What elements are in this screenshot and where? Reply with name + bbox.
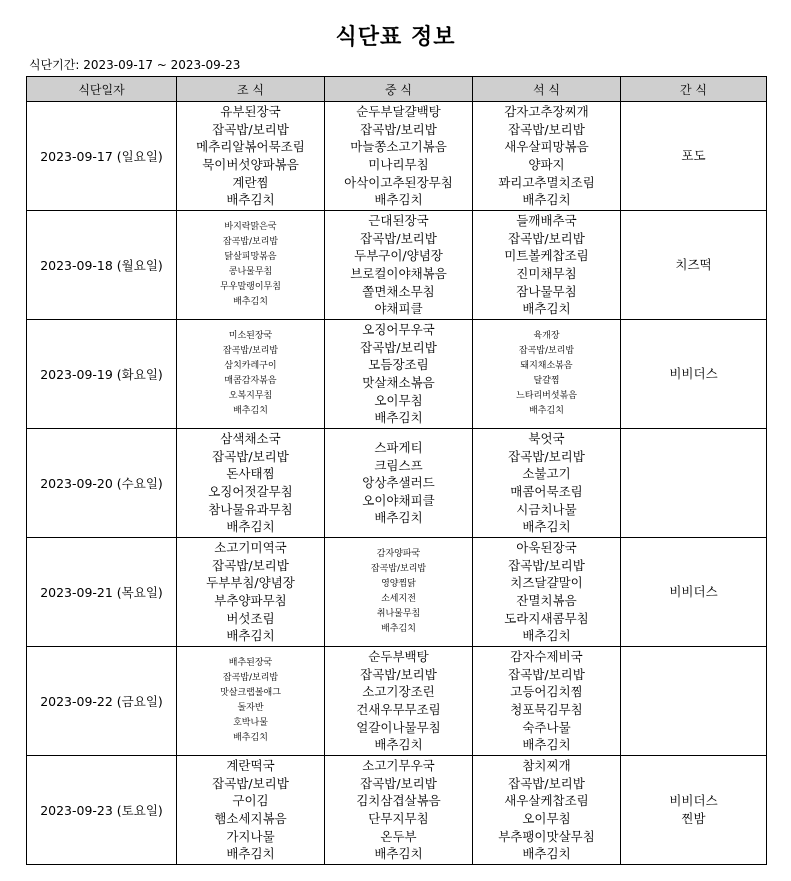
menu-item: 잡곡밥/보리밥 — [212, 121, 289, 137]
header-snack: 간 식 — [621, 77, 767, 102]
menu-item: 오이야채피클 — [362, 492, 435, 508]
date-cell: 2023-09-23 (토요일) — [27, 756, 177, 865]
menu-item: 잡곡밥/보리밥 — [508, 775, 585, 791]
menu-item: 느타리버섯볶음 — [516, 391, 577, 401]
menu-item: 잡곡밥/보리밥 — [222, 346, 279, 356]
menu-item: 청포묵김무침 — [510, 702, 583, 717]
menu-item: 잡곡밥/보리밥 — [360, 121, 437, 137]
lunch-cell — [325, 647, 473, 756]
menu-item: 치즈달걀말이 — [510, 575, 583, 591]
menu-item: 오징어젓갈무침 — [208, 484, 293, 499]
menu-item: 잡곡밥/보리밥 — [360, 775, 437, 791]
lunch-cell — [325, 756, 473, 865]
menu-item: 맛살크랩볼애그 — [220, 688, 281, 698]
lunch-cell — [325, 102, 473, 211]
menu-item: 도라지새콤무침 — [504, 610, 589, 626]
menu-item: 가지나물 — [226, 828, 275, 844]
menu-item: 소불고기 — [522, 466, 571, 482]
table-row — [27, 320, 767, 429]
menu-item: 고등어김치찜 — [510, 684, 583, 700]
menu-item: 달걀찜 — [533, 376, 560, 386]
menu-item: 햄소세지볶음 — [214, 811, 287, 826]
date-cell: 2023-09-18 (월요일) — [27, 211, 177, 320]
menu-item: 참치찌개 — [522, 758, 571, 774]
menu-item: 아삭이고추된장무침 — [344, 174, 453, 190]
snack-cell — [621, 647, 767, 756]
menu-item: 잡곡밥/보리밥 — [360, 666, 437, 682]
snack-item: 비비더스 — [669, 366, 718, 381]
dinner-cell — [473, 102, 621, 211]
menu-item: 취나물무침 — [376, 609, 421, 619]
breakfast-cell — [177, 102, 325, 211]
menu-item: 배추김치 — [226, 846, 275, 862]
date-cell: 2023-09-20 (수요일) — [27, 429, 177, 538]
menu-item: 참나물유과무침 — [208, 501, 293, 517]
breakfast-cell — [177, 538, 325, 647]
menu-item: 부추팽이맛살무침 — [498, 828, 595, 844]
menu-item: 미나리무침 — [368, 157, 429, 172]
snack-item: 치즈떡 — [675, 257, 712, 272]
date-cell: 2023-09-21 (목요일) — [27, 538, 177, 647]
menu-item: 돈사태찜 — [226, 466, 275, 482]
menu-item: 진미채무침 — [516, 266, 577, 281]
menu-item: 야채피클 — [374, 301, 423, 317]
menu-item: 앙상추샐러드 — [362, 475, 435, 491]
menu-item: 배추김치 — [374, 192, 423, 208]
table-row — [27, 429, 767, 538]
menu-item: 건새우무무조림 — [356, 702, 441, 717]
menu-item: 오징어무우국 — [362, 322, 435, 338]
menu-item: 오이무침 — [374, 392, 423, 408]
lunch-cell — [325, 320, 473, 429]
menu-item: 순두부백탕 — [368, 649, 429, 665]
menu-item: 배추김치 — [522, 846, 571, 862]
menu-item: 잡곡밥/보리밥 — [212, 448, 289, 464]
menu-item: 감자양파국 — [376, 549, 421, 559]
menu-item: 잡곡밥/보리밥 — [508, 448, 585, 464]
header-lunch: 중 식 — [325, 77, 473, 102]
menu-item: 영양찜닭 — [381, 579, 416, 589]
menu-item: 새우살피망볶음 — [504, 139, 589, 155]
menu-item: 미트볼케찹조림 — [504, 248, 589, 264]
menu-period: 식단기간: 2023-09-17 ~ 2023-09-23 — [29, 58, 241, 72]
lunch-cell — [325, 211, 473, 320]
menu-item: 배추김치 — [522, 737, 571, 753]
menu-item: 북엇국 — [528, 431, 565, 447]
menu-item: 양파지 — [528, 157, 565, 172]
dinner-cell — [473, 320, 621, 429]
date-cell: 2023-09-19 (화요일) — [27, 320, 177, 429]
breakfast-cell — [177, 429, 325, 538]
menu-item: 소세지전 — [381, 594, 416, 604]
snack-item: 비비더스 — [669, 793, 718, 808]
menu-item: 묵이버섯양파볶음 — [202, 157, 299, 172]
header-date: 식단일자 — [27, 77, 177, 102]
menu-item: 잡곡밥/보리밥 — [212, 557, 289, 573]
menu-item: 잡곡밥/보리밥 — [508, 666, 585, 682]
menu-item: 삼색채소국 — [220, 431, 281, 447]
table-row — [27, 102, 767, 211]
menu-item: 콩나물무침 — [228, 267, 273, 277]
menu-item: 잠나물무침 — [516, 283, 577, 299]
snack-cell — [621, 756, 767, 865]
menu-item: 배추김치 — [233, 297, 268, 307]
menu-item: 배추김치 — [226, 628, 275, 644]
menu-item: 호박나물 — [233, 718, 268, 728]
menu-item: 배추김치 — [374, 737, 423, 753]
menu-item: 돼지채소볶음 — [520, 361, 573, 371]
menu-item: 배추김치 — [522, 301, 571, 317]
snack-item: 비비더스 — [669, 584, 718, 599]
menu-item: 잡곡밥/보리밥 — [518, 346, 575, 356]
snack-item: 포도 — [681, 148, 706, 163]
dinner-cell — [473, 538, 621, 647]
menu-item: 크림스프 — [374, 457, 423, 473]
menu-item: 단무지무침 — [368, 811, 429, 826]
menu-item: 잡곡밥/보리밥 — [360, 339, 437, 355]
menu-item: 마늘쫑소고기볶음 — [350, 139, 447, 155]
menu-item: 배추김치 — [522, 519, 571, 535]
menu-body — [27, 102, 767, 865]
menu-item: 배추김치 — [374, 510, 423, 526]
menu-item: 매콤어묵조림 — [510, 484, 583, 499]
dinner-cell — [473, 429, 621, 538]
menu-item: 모듬장조림 — [368, 357, 429, 373]
dinner-cell — [473, 647, 621, 756]
snack-cell — [621, 102, 767, 211]
header-breakfast: 조 식 — [177, 77, 325, 102]
table-row — [27, 647, 767, 756]
menu-item: 근대된장국 — [368, 213, 429, 229]
menu-item: 배추김치 — [374, 410, 423, 426]
menu-item: 스파게티 — [374, 440, 423, 456]
menu-item: 돌자반 — [237, 703, 264, 713]
menu-item: 배추김치 — [226, 192, 275, 208]
menu-item: 잡곡밥/보리밥 — [360, 230, 437, 246]
menu-item: 두부부침/양념장 — [206, 575, 295, 591]
menu-item: 소고기무우국 — [362, 758, 435, 774]
menu-item: 배추김치 — [233, 406, 268, 416]
breakfast-cell — [177, 211, 325, 320]
date-cell: 2023-09-22 (금요일) — [27, 647, 177, 756]
menu-item: 오복지무침 — [228, 391, 273, 401]
menu-item: 소고기장조린 — [362, 684, 435, 700]
menu-item: 메추리알볶어묵조림 — [196, 139, 305, 155]
page-title: 식단표 정보 — [335, 25, 456, 50]
menu-item: 배추김치 — [529, 406, 564, 416]
menu-item: 매콤감자볶음 — [224, 376, 277, 386]
header-dinner: 석 식 — [473, 77, 621, 102]
lunch-cell — [325, 429, 473, 538]
menu-item: 계란찜 — [232, 174, 269, 190]
menu-item: 맛살채소볶음 — [362, 375, 435, 390]
menu-item: 숙주나물 — [522, 719, 571, 735]
menu-item: 계란떡국 — [226, 758, 275, 774]
menu-item: 구이김 — [232, 793, 269, 809]
menu-item: 오이무침 — [522, 811, 571, 826]
menu-item: 버섯조림 — [226, 610, 275, 626]
breakfast-cell — [177, 756, 325, 865]
menu-item: 삼치카레구이 — [224, 361, 277, 371]
menu-item: 잡곡밥/보리밥 — [222, 673, 279, 683]
breakfast-cell — [177, 647, 325, 756]
menu-item: 꽈리고추멸치조림 — [498, 174, 595, 190]
menu-item: 두부구이/양념장 — [354, 248, 443, 264]
menu-item: 미소된장국 — [228, 331, 273, 341]
menu-item: 감자고추장찌개 — [504, 104, 589, 120]
menu-item: 시금치나물 — [516, 501, 577, 517]
menu-item: 배추김치 — [522, 628, 571, 644]
menu-item: 김치삼겹살볶음 — [356, 793, 441, 809]
menu-item: 얼갈이나물무침 — [356, 719, 441, 735]
menu-item: 잡곡밥/보리밥 — [508, 121, 585, 137]
menu-item: 바지락맑은국 — [224, 222, 277, 232]
menu-item: 부추양파무침 — [214, 593, 287, 608]
snack-cell — [621, 320, 767, 429]
menu-item: 배추김치 — [233, 733, 268, 743]
menu-item: 잡곡밥/보리밥 — [212, 775, 289, 791]
snack-cell — [621, 538, 767, 647]
menu-item: 순두부달걀백탕 — [356, 104, 441, 120]
menu-item: 잡곡밥/보리밥 — [508, 557, 585, 573]
menu-item: 감자수제비국 — [510, 649, 583, 665]
menu-item: 아욱된장국 — [516, 540, 577, 556]
menu-item: 닭살피망볶음 — [224, 252, 277, 262]
menu-table — [26, 76, 767, 865]
snack-item: 찐밤 — [681, 811, 706, 826]
menu-item: 배추김치 — [226, 519, 275, 535]
menu-item: 배추김치 — [381, 624, 416, 634]
menu-item: 배추된장국 — [228, 658, 273, 668]
snack-cell — [621, 211, 767, 320]
menu-item: 온두부 — [380, 828, 417, 844]
menu-item: 육개장 — [533, 331, 560, 341]
menu-item: 무우말랭이무침 — [220, 282, 281, 292]
menu-item: 배추김치 — [374, 846, 423, 862]
menu-item: 잡곡밥/보리밥 — [508, 230, 585, 246]
menu-item: 브로컬이야채볶음 — [350, 266, 447, 281]
date-cell: 2023-09-17 (일요일) — [27, 102, 177, 211]
dinner-cell — [473, 756, 621, 865]
breakfast-cell — [177, 320, 325, 429]
table-row — [27, 211, 767, 320]
dinner-cell — [473, 211, 621, 320]
table-row — [27, 756, 767, 865]
menu-item: 배추김치 — [522, 192, 571, 208]
menu-item: 유부된장국 — [220, 104, 281, 120]
lunch-cell — [325, 538, 473, 647]
menu-item: 잔멸치볶음 — [516, 593, 577, 608]
snack-cell — [621, 429, 767, 538]
menu-item: 잡곡밥/보리밥 — [222, 237, 279, 247]
header-row — [27, 77, 767, 102]
table-row — [27, 538, 767, 647]
menu-item: 잡곡밥/보리밥 — [370, 564, 427, 574]
menu-item: 쫄면채소무침 — [362, 283, 435, 299]
menu-item: 소고기미역국 — [214, 540, 287, 556]
menu-item: 들깨배추국 — [516, 213, 577, 229]
menu-item: 새우살케찹조림 — [504, 793, 589, 809]
